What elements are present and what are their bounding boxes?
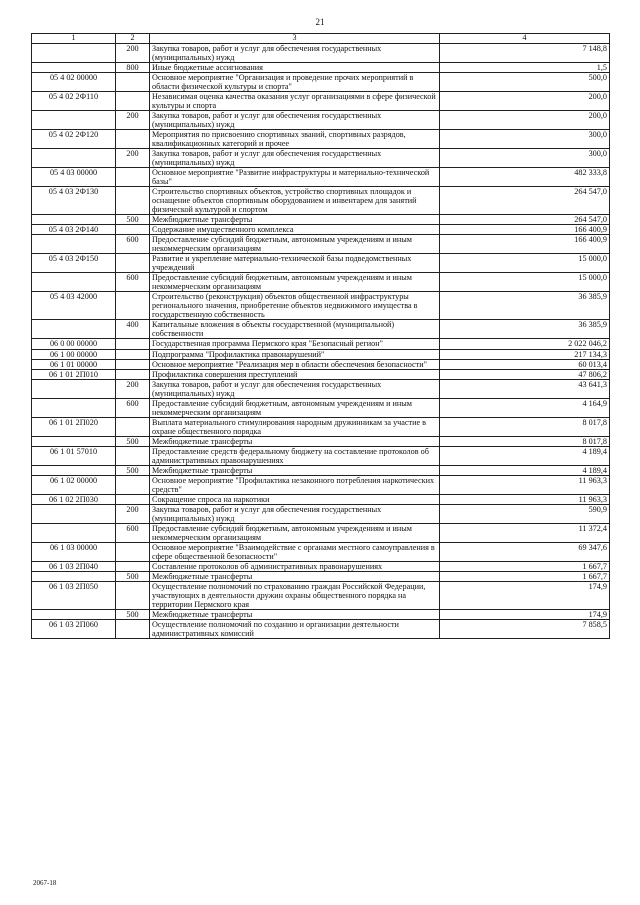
item-name-cell: Закупка товаров, работ и услуг для обеспечения государственных (муниципальных) нужд [150,504,440,523]
item-name-cell: Государственная программа Пермского края "Безопасный регион" [150,339,440,349]
amount-cell: 590,9 [440,504,610,523]
expense-type-cell [116,542,150,561]
expense-type-cell [116,417,150,436]
expense-type-cell: 800 [116,63,150,73]
item-name-cell: Основное мероприятие "Реализация мер в области обеспечения безопасности" [150,359,440,369]
item-name-cell: Осуществление полномочий по созданию и организации деятельности административных комиссий [150,619,440,638]
amount-cell: 217 134,3 [440,349,610,359]
item-name-cell: Профилактика совершения преступлений [150,369,440,379]
amount-cell: 8 017,8 [440,436,610,446]
amount-cell: 8 017,8 [440,417,610,436]
item-name-cell: Мероприятия по присвоению спортивных званий, спортивных разрядов, квалификационных категорий и прочее [150,130,440,149]
item-name-cell: Составление протоколов об административных правонарушениях [150,561,440,571]
expense-type-cell [116,475,150,494]
amount-cell: 166 400,9 [440,225,610,235]
item-name-cell: Основное мероприятие "Профилактика незаконного потребления наркотических средств" [150,475,440,494]
target-code-cell: 06 0 00 00000 [32,339,116,349]
table-row [32,436,610,446]
expense-type-cell: 600 [116,523,150,542]
item-name-cell: Закупка товаров, работ и услуг для обеспечения государственных (муниципальных) нужд [150,379,440,398]
item-name-cell: Строительство (реконструкция) объектов общественной инфраструктуры регионального значения, приобретение объектов недвижимого имущества в государственную собственность [150,292,440,320]
item-name-cell: Подпрограмма "Профилактика правонарушений" [150,349,440,359]
target-code-cell: 06 1 01 2П010 [32,369,116,379]
table-row [32,446,610,465]
amount-cell: 300,0 [440,149,610,168]
item-name-cell: Межбюджетные трансферты [150,571,440,581]
table-row [32,292,610,320]
target-code-cell: 05 4 03 2Ф140 [32,225,116,235]
target-code-cell [32,215,116,225]
amount-cell: 11 963,3 [440,475,610,494]
target-code-cell [32,63,116,73]
table-row [32,215,610,225]
footer-code: 2067-18 [33,879,57,887]
target-code-cell [32,504,116,523]
expense-type-cell: 600 [116,273,150,292]
table-row [32,349,610,359]
target-code-cell [32,149,116,168]
amount-cell: 166 400,9 [440,235,610,254]
table-row [32,504,610,523]
expense-type-cell [116,494,150,504]
item-name-cell: Основное мероприятие "Развитие инфраструктуры и материально-технической базы" [150,168,440,187]
item-name-cell: Закупка товаров, работ и услуг для обеспечения государственных (муниципальных) нужд [150,111,440,130]
item-name-cell: Выплата материального стимулирования народным дружинникам за участие в охране общественного порядка [150,417,440,436]
table-row [32,130,610,149]
expense-type-cell [116,581,150,609]
amount-cell: 300,0 [440,130,610,149]
target-code-cell: 06 1 03 2П050 [32,581,116,609]
item-name-cell: Закупка товаров, работ и услуг для обеспечения государственных (муниципальных) нужд [150,44,440,63]
table-row [32,63,610,73]
target-code-cell [32,436,116,446]
amount-cell: 7 148,8 [440,44,610,63]
target-code-cell: 06 1 03 00000 [32,542,116,561]
amount-cell: 500,0 [440,73,610,92]
table-row [32,417,610,436]
target-code-cell [32,609,116,619]
expense-type-cell: 500 [116,436,150,446]
expense-type-cell [116,369,150,379]
expense-type-cell [116,92,150,111]
table-row [32,92,610,111]
expense-type-cell [116,73,150,92]
target-code-cell: 05 4 03 2Ф150 [32,254,116,273]
item-name-cell: Предоставление субсидий бюджетным, автономным учреждениям и иным некоммерческим организациям [150,523,440,542]
amount-cell: 4 164,9 [440,398,610,417]
target-code-cell [32,465,116,475]
target-code-cell: 05 4 02 2Ф110 [32,92,116,111]
target-code-cell: 06 1 01 00000 [32,359,116,369]
header-col-3: 3 [150,34,440,44]
target-code-cell [32,571,116,581]
item-name-cell: Предоставление субсидий бюджетным, автономным учреждениям и иным некоммерческим организациям [150,398,440,417]
table-row [32,359,610,369]
table-row [32,149,610,168]
header-col-1: 1 [32,34,116,44]
expense-type-cell [116,446,150,465]
target-code-cell: 05 4 02 00000 [32,73,116,92]
amount-cell: 4 189,4 [440,465,610,475]
table-row [32,187,610,215]
table-row [32,523,610,542]
expense-type-cell: 500 [116,571,150,581]
header-col-2: 2 [116,34,150,44]
amount-cell: 482 333,8 [440,168,610,187]
amount-cell: 174,9 [440,581,610,609]
table-row [32,73,610,92]
expense-type-cell [116,339,150,349]
amount-cell: 15 000,0 [440,254,610,273]
expense-type-cell [116,130,150,149]
item-name-cell: Содержание имущественного комплекса [150,225,440,235]
amount-cell: 15 000,0 [440,273,610,292]
table-row [32,235,610,254]
target-code-cell: 06 1 03 2П060 [32,619,116,638]
item-name-cell: Предоставление средств федеральному бюджету на составление протоколов об административных правонарушениях [150,446,440,465]
item-name-cell: Иные бюджетные ассигнования [150,63,440,73]
item-name-cell: Развитие и укрепление материально-технической базы подведомственных учреждений [150,254,440,273]
page-number: 21 [315,17,325,27]
expense-type-cell [116,187,150,215]
table-header-row [32,34,610,44]
expense-type-cell [116,349,150,359]
amount-cell: 1,5 [440,63,610,73]
table-row [32,254,610,273]
table-row [32,561,610,571]
target-code-cell: 05 4 03 42000 [32,292,116,320]
amount-cell: 47 806,2 [440,369,610,379]
amount-cell: 2 022 046,2 [440,339,610,349]
amount-cell: 11 372,4 [440,523,610,542]
target-code-cell [32,398,116,417]
table-row [32,542,610,561]
expense-type-cell: 500 [116,609,150,619]
expense-type-cell: 200 [116,149,150,168]
expense-type-cell [116,292,150,320]
expense-type-cell [116,254,150,273]
table-row [32,320,610,339]
target-code-cell: 05 4 03 00000 [32,168,116,187]
table-row [32,273,610,292]
item-name-cell: Межбюджетные трансферты [150,609,440,619]
item-name-cell: Основное мероприятие "Организация и проведение прочих мероприятий в области физической культуры и спорта" [150,73,440,92]
target-code-cell: 06 1 02 2П030 [32,494,116,504]
target-code-cell: 06 1 03 2П040 [32,561,116,571]
target-code-cell [32,44,116,63]
expense-type-cell: 500 [116,215,150,225]
expense-type-cell [116,619,150,638]
expense-type-cell [116,168,150,187]
expense-type-cell [116,359,150,369]
table-row [32,379,610,398]
amount-cell: 264 547,0 [440,187,610,215]
item-name-cell: Межбюджетные трансферты [150,465,440,475]
amount-cell: 264 547,0 [440,215,610,225]
amount-cell: 174,9 [440,609,610,619]
expense-type-cell: 200 [116,379,150,398]
item-name-cell: Предоставление субсидий бюджетным, автономным учреждениям и иным некоммерческим организациям [150,273,440,292]
item-name-cell: Основное мероприятие "Взаимодействие с органами местного самоуправления в сфере общественной безопасности" [150,542,440,561]
table-row [32,581,610,609]
target-code-cell [32,273,116,292]
table-row [32,571,610,581]
table-row [32,475,610,494]
expense-type-cell: 200 [116,504,150,523]
target-code-cell [32,111,116,130]
target-code-cell [32,235,116,254]
item-name-cell: Осуществление полномочий по страхованию граждан Российской Федерации, участвующих в деятельности дружин охраны общественного порядка на территории Пермского края [150,581,440,609]
amount-cell: 4 189,4 [440,446,610,465]
amount-cell: 200,0 [440,111,610,130]
amount-cell: 7 858,5 [440,619,610,638]
target-code-cell [32,523,116,542]
target-code-cell: 06 1 02 00000 [32,475,116,494]
expense-type-cell: 400 [116,320,150,339]
item-name-cell: Предоставление субсидий бюджетным, автономным учреждениям и иным некоммерческим организациям [150,235,440,254]
table-row [32,369,610,379]
amount-cell: 200,0 [440,92,610,111]
target-code-cell: 05 4 03 2Ф130 [32,187,116,215]
target-code-cell [32,320,116,339]
amount-cell: 11 963,3 [440,494,610,504]
amount-cell: 36 385,9 [440,292,610,320]
table-row [32,44,610,63]
target-code-cell: 06 1 01 57010 [32,446,116,465]
amount-cell: 69 347,6 [440,542,610,561]
table-row [32,111,610,130]
table-row [32,398,610,417]
expense-type-cell: 600 [116,398,150,417]
table-row [32,168,610,187]
target-code-cell: 05 4 02 2Ф120 [32,130,116,149]
target-code-cell [32,379,116,398]
amount-cell: 43 641,3 [440,379,610,398]
table-row [32,465,610,475]
table-row [32,619,610,638]
expense-type-cell: 500 [116,465,150,475]
amount-cell: 1 667,7 [440,571,610,581]
header-col-4: 4 [440,34,610,44]
budget-table [31,33,610,639]
amount-cell: 60 013,4 [440,359,610,369]
table-row [32,494,610,504]
item-name-cell: Капитальные вложения в объекты государственной (муниципальной) собственности [150,320,440,339]
item-name-cell: Независимая оценка качества оказания услуг организациями в сфере физической культуры и спорта [150,92,440,111]
amount-cell: 1 667,7 [440,561,610,571]
expense-type-cell [116,225,150,235]
table-row [32,339,610,349]
item-name-cell: Закупка товаров, работ и услуг для обеспечения государственных (муниципальных) нужд [150,149,440,168]
expense-type-cell [116,561,150,571]
item-name-cell: Сокращение спроса на наркотики [150,494,440,504]
expense-type-cell: 600 [116,235,150,254]
item-name-cell: Строительство спортивных объектов, устройство спортивных площадок и оснащение объектов спортивным оборудованием и инвентарем для занятий физической культурой и спортом [150,187,440,215]
item-name-cell: Межбюджетные трансферты [150,436,440,446]
target-code-cell: 06 1 01 2П020 [32,417,116,436]
item-name-cell: Межбюджетные трансферты [150,215,440,225]
expense-type-cell: 200 [116,44,150,63]
target-code-cell: 06 1 00 00000 [32,349,116,359]
table-row [32,225,610,235]
amount-cell: 36 385,9 [440,320,610,339]
table-row [32,609,610,619]
expense-type-cell: 200 [116,111,150,130]
